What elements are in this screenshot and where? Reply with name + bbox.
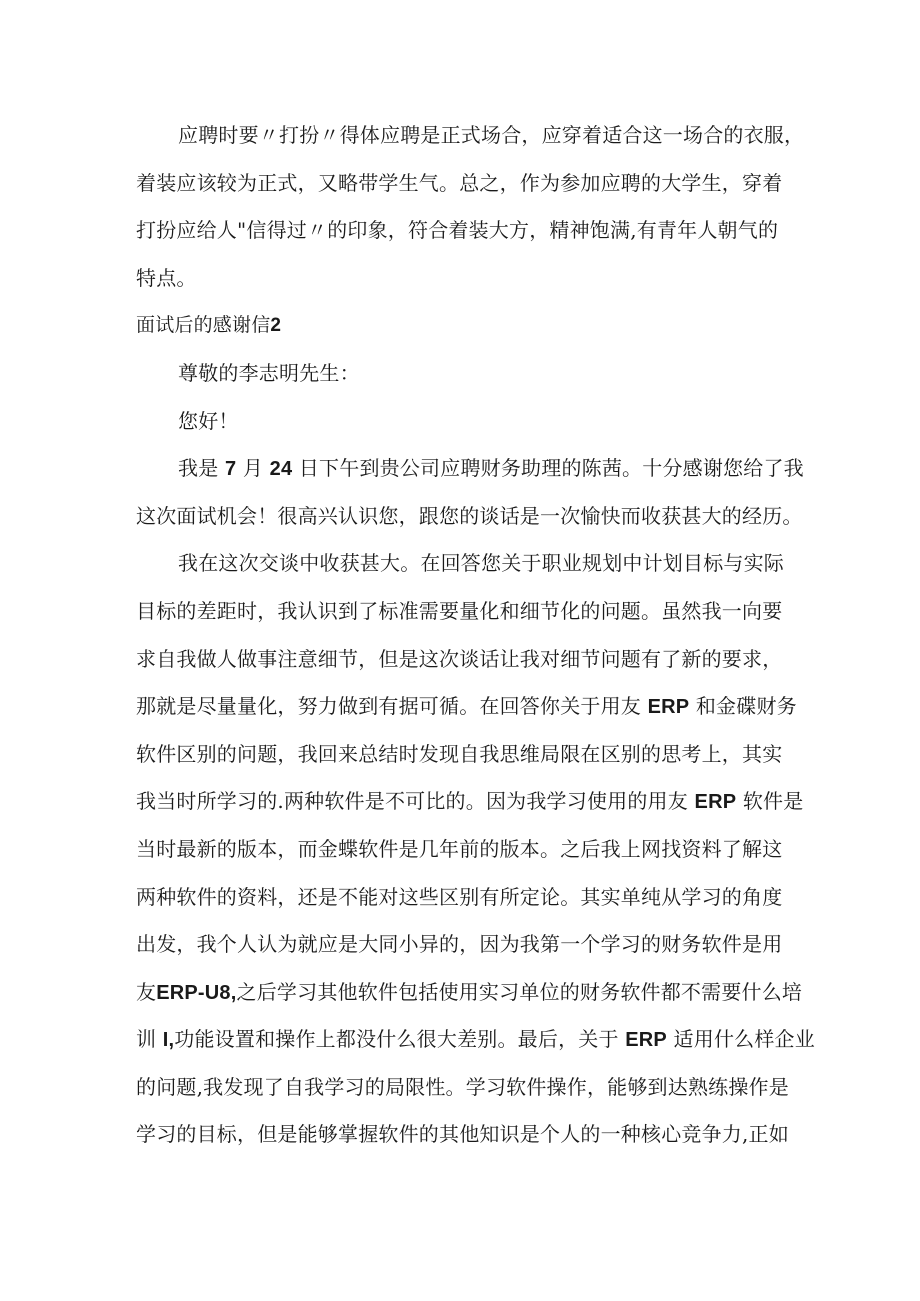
text-run: 友 [136,979,157,1004]
text-run: 日下午到贵公司应聘财务助理的陈茜。十分感谢您给了我 [298,456,804,481]
text-line [136,778,804,826]
text-line: 打扮应给人"信得过〃的印象，符合着装大方，精神饱满,有青年人朝气的 [136,218,779,243]
greeting: 您好！ [178,408,239,433]
text-run: 适用什么样企业 [673,1027,815,1052]
text-run: 我是 [178,456,219,481]
section-heading [136,302,796,350]
text-run: 月 [242,456,264,481]
text-run: 之后学习其他软件包括使用实习单位的财务软件都不需要什么培 [236,979,803,1004]
text-run: 和金碟财务 [695,694,797,719]
text-line: 目标的差距时，我认识到了标准需要量化和细节化的问题。虽然我一向要 [136,598,783,623]
heading-number: 2 [270,315,282,337]
paragraph-attire [136,112,805,302]
text-line: 我在这次交谈中收获甚大。在回答您关于职业规划中计划目标与实际 [178,551,784,576]
text-line: 当时最新的版本，而金蝶软件是几年前的版本。之后我上网找资料了解这 [136,836,783,861]
text-line: 特点。 [136,265,197,290]
text-line [136,969,803,1017]
text-run: 训 [136,1027,157,1052]
text-line: 应聘时要〃打扮〃得体应聘是正式场合，应穿着适合这一场合的衣服， [178,123,805,147]
text-run: 软件是 [742,789,804,814]
erp-term: ERP-U8, [156,981,237,1004]
text-run: 功能设置和操作上都没什么很大差别。最后，关于 [174,1027,619,1052]
text-line: 学习的目标，但是能够掌握软件的其他知识是个人的一种核心竞争力,正如 [136,1122,789,1147]
text-line: 出发，我个人认为就应是大同小异的，因为我第一个学习的财务软件是用 [136,932,783,957]
text-line: 两种软件的资料，还是不能对这些区别有所定论。其实单纯从学习的角度 [136,884,783,909]
text-line: 的问题,我发现了自我学习的局限性。学习软件操作，能够到达熟练操作是 [136,1074,789,1099]
paragraph-introduction [136,445,804,540]
heading-text: 面试后的感谢信 [136,314,271,337]
erp-term: ERP [625,1029,667,1052]
paragraph-reflection [136,540,815,1159]
text-run: 那就是尽量量化，努力做到有据可循。在回答你关于用友 [136,694,641,719]
text-line: 求自我做人做事注意细节，但是这次谈话让我对细节问题有了新的要求， [136,646,783,671]
text-line [136,683,796,731]
document-page [136,112,815,1159]
text-line: 软件区别的问题，我回来总结时发现自我思维局限在区别的思考上，其实 [136,741,783,766]
text-line: 着装应该较为正式，又略带学生气。总之，作为参加应聘的大学生，穿着 [136,170,783,195]
day-number: 24 [269,458,293,481]
text-line: 这次面试机会！很高兴认识您，跟您的谈话是一次愉快而收获甚大的经历。 [136,503,803,528]
text-line [136,445,804,493]
month-number: 7 [224,458,237,481]
salutation: 尊敬的李志明先生： [178,360,360,385]
text-line [136,1016,815,1064]
bold-run: I, [162,1029,175,1052]
erp-term: ERP [694,791,737,814]
text-run: 我当时所学习的.两种软件是不可比的。因为我学习使用的用友 [136,789,688,814]
erp-term: ERP [647,696,690,719]
